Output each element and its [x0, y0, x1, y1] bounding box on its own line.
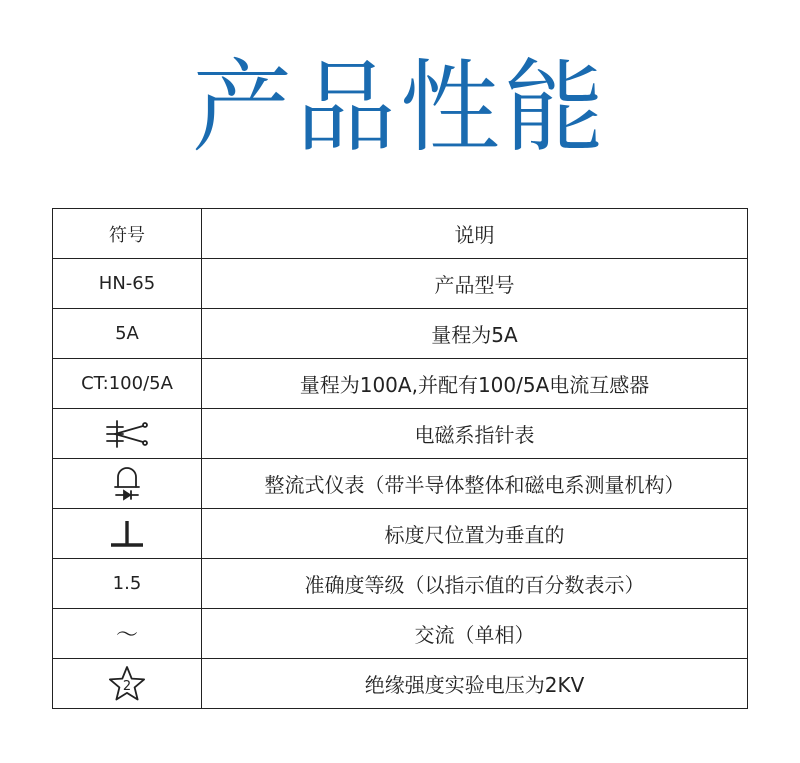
row-symbol-cell	[53, 659, 202, 709]
row-description: 整流式仪表（带半导体整体和磁电系测量机构）	[202, 459, 748, 509]
row-symbol: HN-65	[53, 259, 202, 309]
table-row	[53, 459, 748, 509]
page-title: 产品性能	[192, 49, 608, 166]
spec-table	[52, 208, 748, 709]
rectifier-instrument-icon	[110, 465, 144, 503]
row-description: 量程为100A,并配有100/5A电流互感器	[202, 359, 748, 409]
star-icon-number: 2	[122, 678, 132, 694]
row-description: 电磁系指针表	[202, 409, 748, 459]
table-row	[53, 609, 748, 659]
table-row	[53, 309, 748, 359]
row-symbol: CT:100/5A	[53, 359, 202, 409]
table-row	[53, 509, 748, 559]
table-row	[53, 409, 748, 459]
row-symbol-cell	[53, 459, 202, 509]
table-header-row	[53, 209, 748, 259]
row-description: 产品型号	[202, 259, 748, 309]
row-description: 交流（单相）	[202, 609, 748, 659]
row-symbol: ～	[53, 609, 202, 659]
row-symbol-cell	[53, 509, 202, 559]
header-symbol: 符号	[53, 209, 202, 259]
row-symbol: 1.5	[53, 559, 202, 609]
row-symbol-cell	[53, 409, 202, 459]
header-description: 说明	[202, 209, 748, 259]
table-row	[53, 559, 748, 609]
row-symbol: 5A	[53, 309, 202, 359]
row-description: 量程为5A	[202, 309, 748, 359]
electromagnetic-pointer-icon	[101, 417, 153, 451]
star-insulation-icon	[107, 665, 147, 703]
table-row	[53, 259, 748, 309]
row-description: 标度尺位置为垂直的	[202, 509, 748, 559]
table-row	[53, 359, 748, 409]
row-description: 准确度等级（以指示值的百分数表示）	[202, 559, 748, 609]
vertical-position-icon	[107, 517, 147, 551]
row-description: 绝缘强度实验电压为2KV	[202, 659, 748, 709]
table-row	[53, 659, 748, 709]
